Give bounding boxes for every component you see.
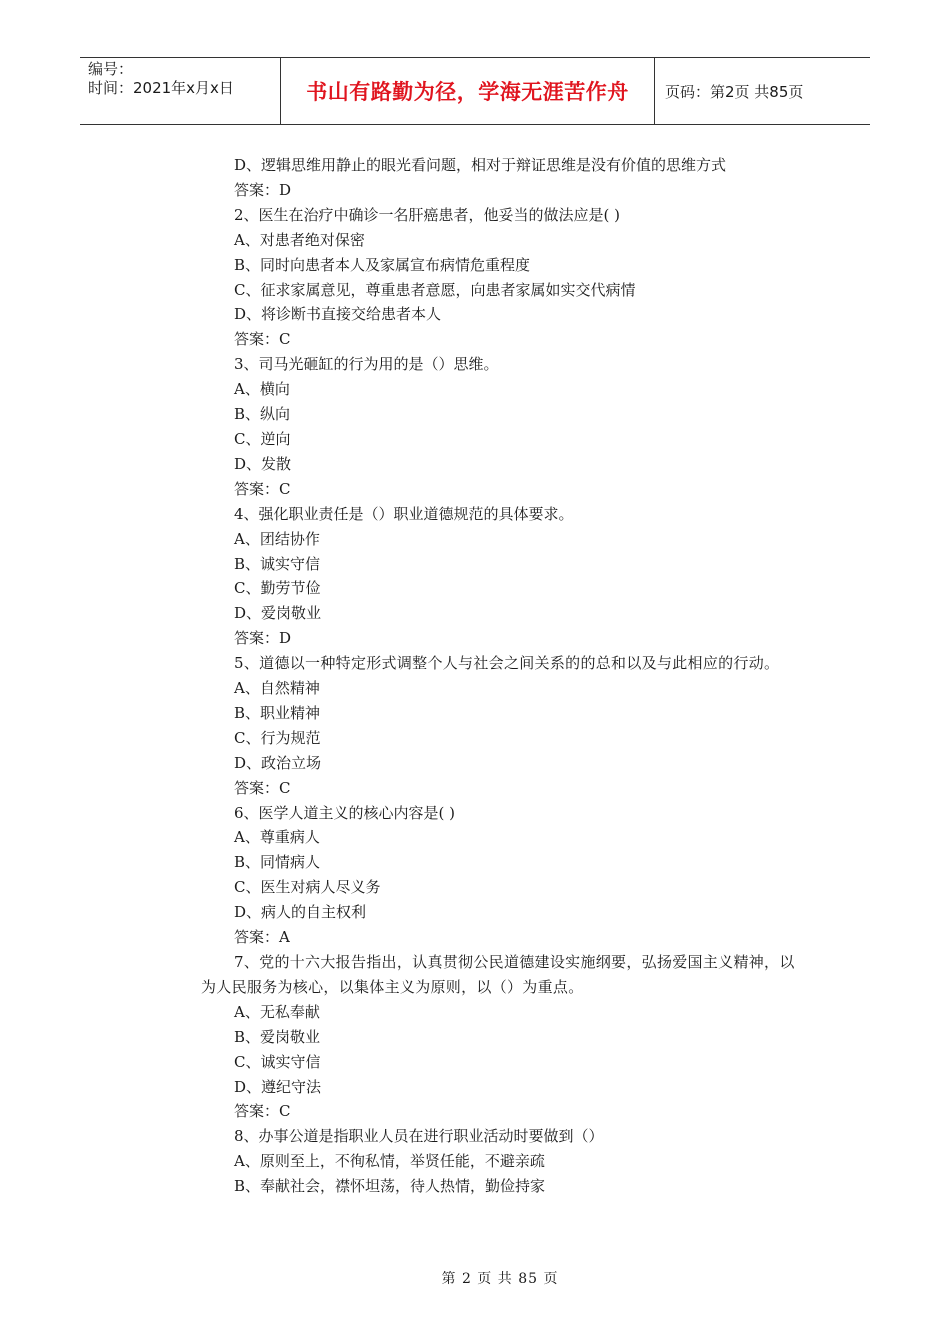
question-paragraph: 5、道德以一种特定形式调整个人与社会之间关系的的总和以及与此相应的行动。 xyxy=(234,654,780,673)
answer-line: 答案：C xyxy=(234,778,291,797)
option-line: A、横向 xyxy=(234,380,290,399)
answer-line: 答案：A xyxy=(234,928,290,947)
question-line: 3、司马光砸缸的行为用的是（）思维。 xyxy=(234,355,499,374)
option-line: A、原则至上，不徇私情，举贤任能，不避亲疏 xyxy=(234,1152,545,1171)
text-line: D、逻辑思维用静止的眼光看问题，相对于辩证思维是没有价值的思维方式 xyxy=(234,156,727,174)
option-line: C、行为规范 xyxy=(234,728,321,747)
option-line: A、对患者绝对保密 xyxy=(234,230,365,249)
option-line: A、无私奉献 xyxy=(234,1002,320,1021)
option-line: A、尊重病人 xyxy=(234,828,320,847)
question-paragraph: 7、党的十六大报告指出，认真贯彻公民道德建设实施纲要，弘扬爱国主义精神，以为人民服务为核心，以集体主义为原则，以（）为重点。 xyxy=(201,953,795,996)
option-line: B、纵向 xyxy=(234,405,291,424)
option-line: B、职业精神 xyxy=(234,703,321,722)
page-header xyxy=(80,57,870,125)
option-line: C、诚实守信 xyxy=(234,1052,321,1071)
option-line: B、诚实守信 xyxy=(234,554,321,573)
answer-line: 答案：D xyxy=(234,180,292,199)
header-motto: 书山有路勤为径，学海无涯苦作舟 xyxy=(281,58,655,124)
option-line: C、医生对病人尽义务 xyxy=(234,878,381,897)
answer-line: 答案：C xyxy=(234,479,291,498)
answer-line: 答案：D xyxy=(234,629,292,648)
option-line: B、同情病人 xyxy=(234,853,321,872)
option-line: C、逆向 xyxy=(234,429,291,448)
option-line: D、将诊断书直接交给患者本人 xyxy=(234,305,442,324)
question-line: 8、办事公道是指职业人员在进行职业活动时要做到（） xyxy=(234,1127,604,1146)
option-line: C、征求家属意见，尊重患者意愿，向患者家属如实交代病情 xyxy=(234,280,636,299)
option-line: A、团结协作 xyxy=(234,529,320,548)
option-line: D、病人的自主权利 xyxy=(234,903,367,922)
option-line: A、自然精神 xyxy=(234,679,320,698)
option-line: B、同时向患者本人及家属宣布病情危重程度 xyxy=(234,255,531,274)
option-line: C、勤劳节俭 xyxy=(234,579,321,598)
option-line: D、遵纪守法 xyxy=(234,1077,322,1096)
document-body xyxy=(201,153,801,1199)
option-line: D、爱岗敬业 xyxy=(234,604,322,623)
document-date: 时间：2021年x月x日 xyxy=(88,79,234,97)
option-line: D、发散 xyxy=(234,454,292,473)
option-line: B、奉献社会，襟怀坦荡，待人热情，勤俭持家 xyxy=(234,1177,546,1196)
question-line: 6、医学人道主义的核心内容是( ) xyxy=(234,803,456,822)
document-number-label: 编号： xyxy=(88,60,134,78)
question-line: 2、医生在治疗中确诊一名肝癌患者，他妥当的做法应是( ) xyxy=(234,205,621,224)
question-line: 4、强化职业责任是（）职业道德规范的具体要求。 xyxy=(234,504,574,523)
answer-line: 答案：C xyxy=(234,1102,291,1121)
answer-line: 答案：C xyxy=(234,330,291,349)
header-meta xyxy=(80,58,281,124)
option-line: D、政治立场 xyxy=(234,753,322,772)
header-page-info: 页码：第2页 共85页 xyxy=(665,82,804,101)
option-line: B、爱岗敬业 xyxy=(234,1027,321,1046)
page-footer: 第 2 页 共 85 页 xyxy=(441,1271,559,1287)
